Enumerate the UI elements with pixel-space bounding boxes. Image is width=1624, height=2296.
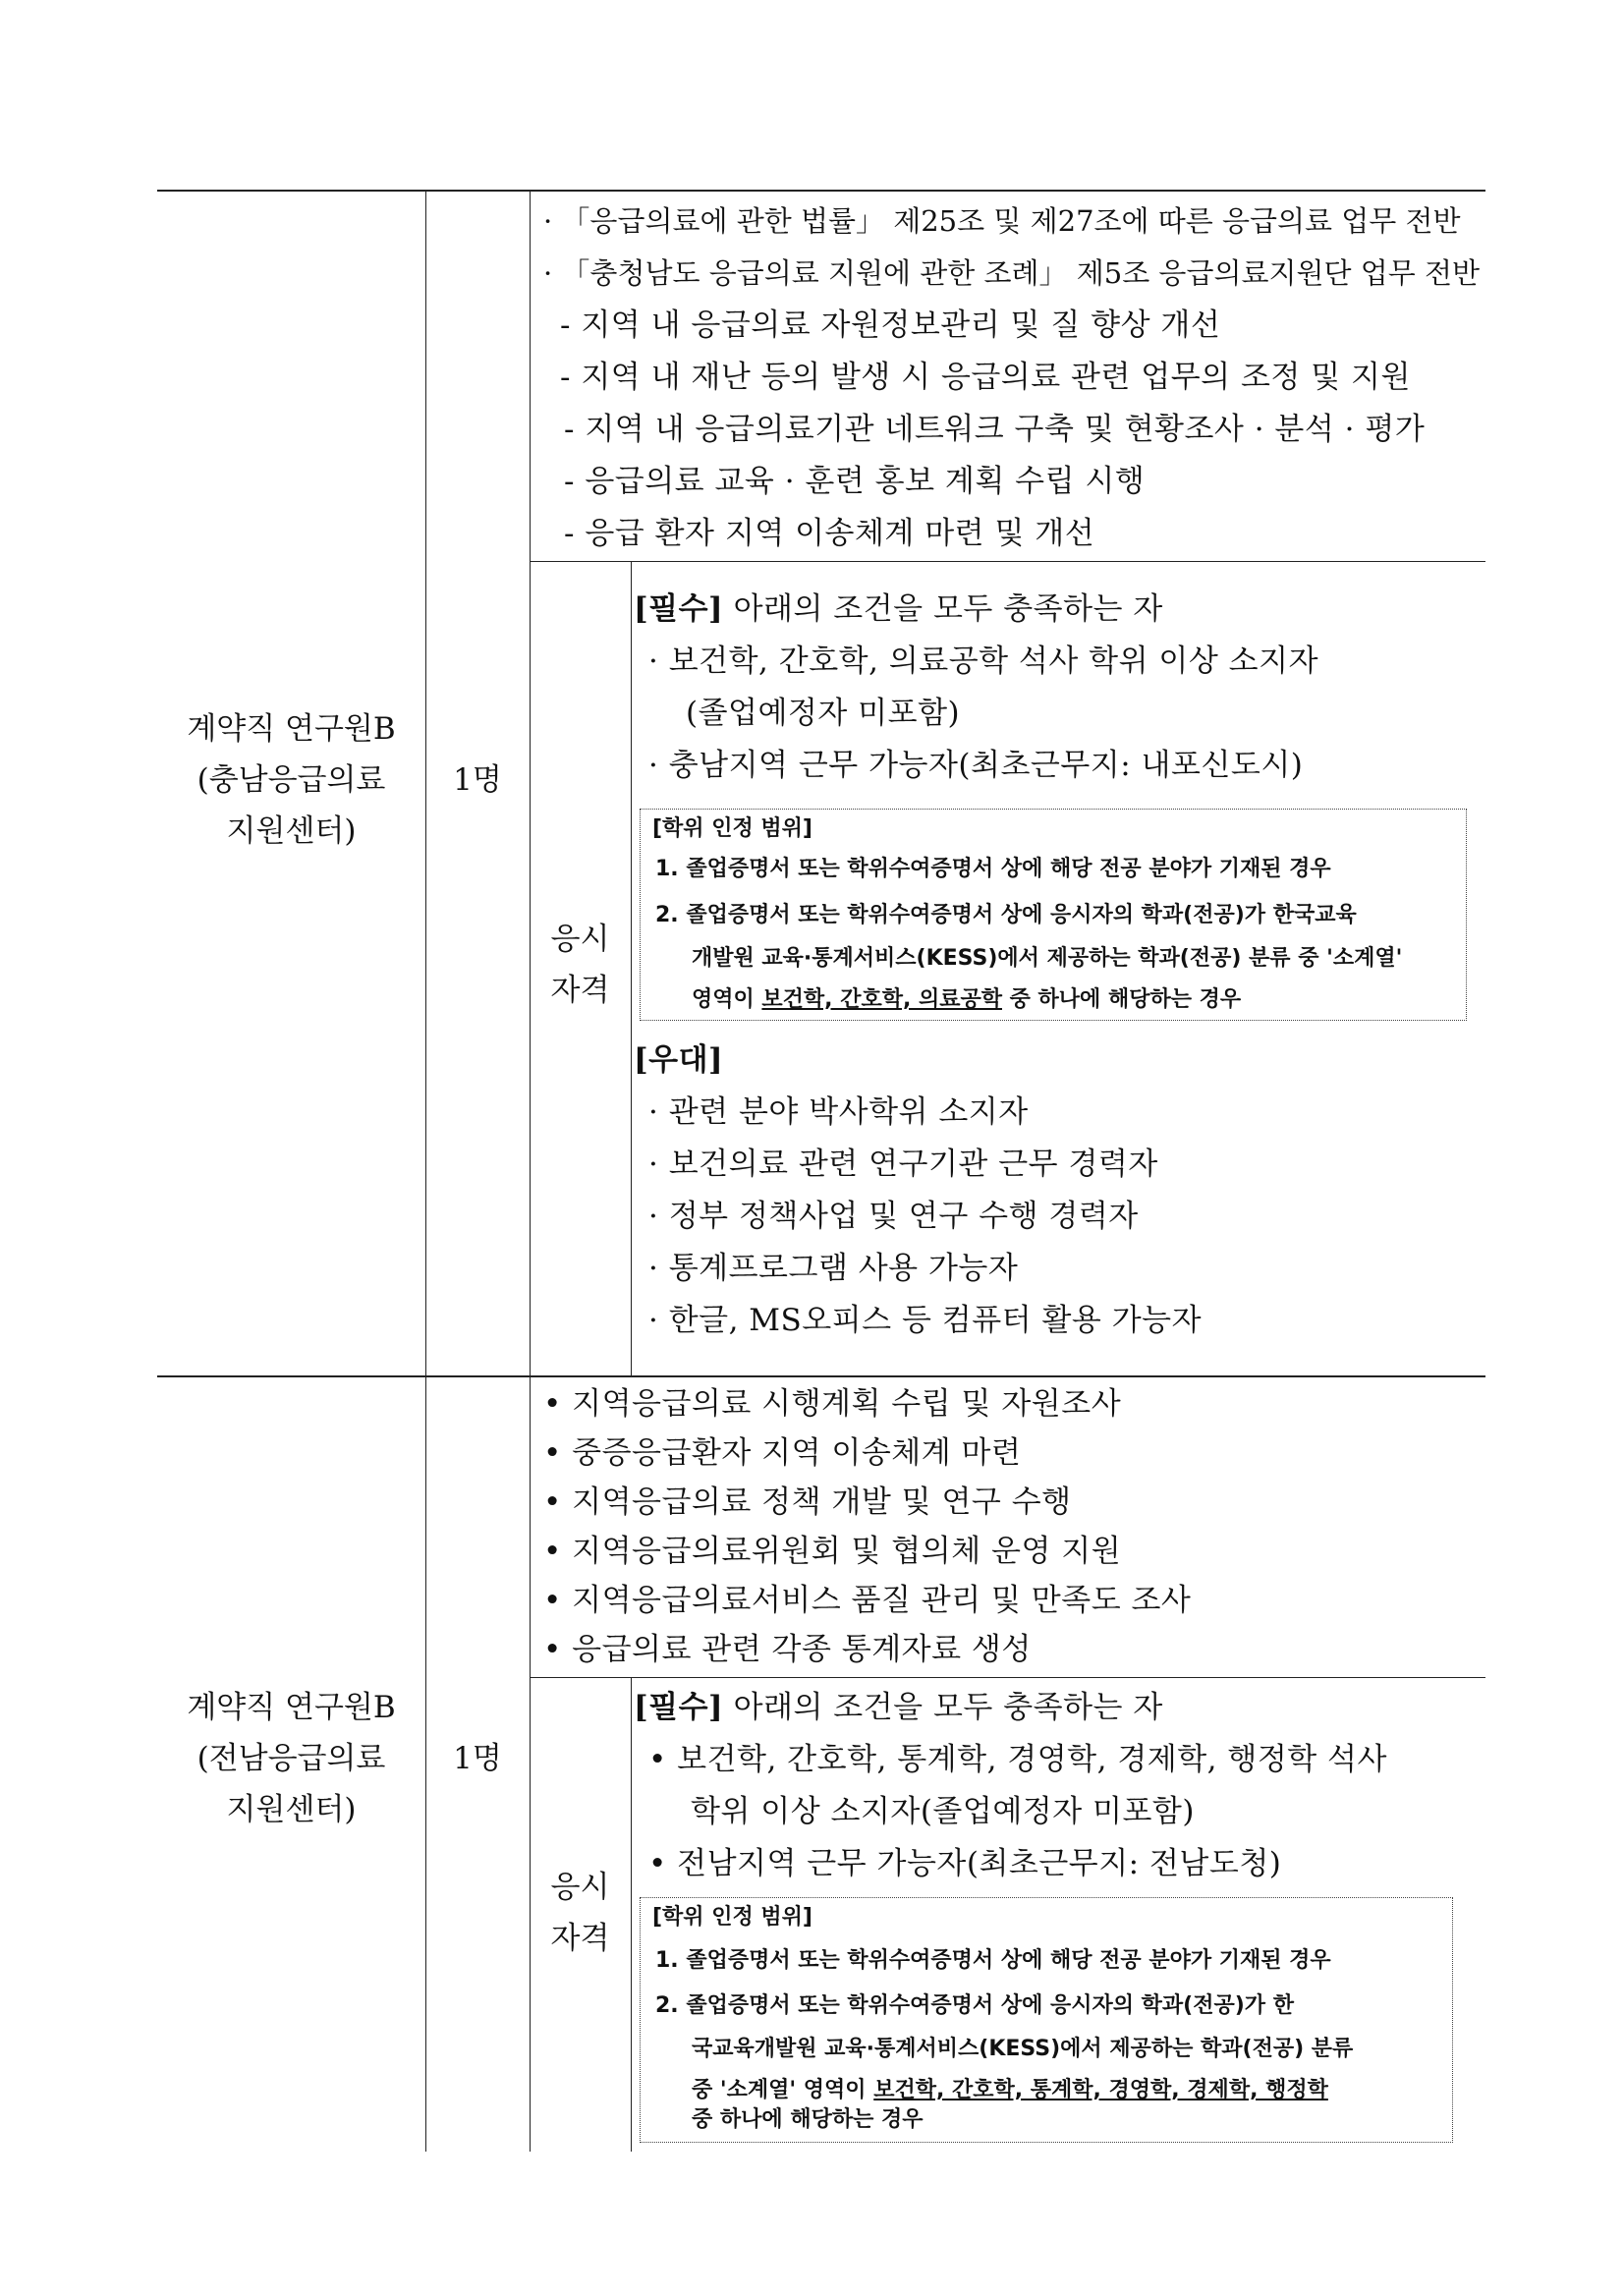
duty-line: · 「응급의료에 관한 법률」 제25조 및 제27조에 따른 응급의료 업무 전반: [543, 204, 1461, 238]
qual-label-top: 응시: [550, 922, 610, 957]
preferred-item: · 통계프로그램 사용 가능자: [648, 1251, 1019, 1286]
table-top-border: [157, 190, 1485, 192]
section-divider: [157, 1375, 1485, 1377]
duty-line: • 중증응급환자 지역 이송체계 마련: [543, 1435, 1022, 1471]
degree-box-line: 중 하나에 해당하는 경우: [692, 2107, 924, 2132]
duty-line: • 지역응급의료 정책 개발 및 연구 수행: [543, 1484, 1072, 1520]
degree-box-line: 2. 졸업증명서 또는 학위수여증명서 상에 응시자의 학과(전공)가 한국교육: [655, 903, 1357, 927]
required-heading: [634, 584, 1163, 635]
duties-divider-2: [530, 1677, 1485, 1678]
required-item: • 보건학, 간호학, 통계학, 경영학, 경제학, 행정학 석사: [648, 1742, 1387, 1777]
duty-line: - 응급 환자 지역 이송체계 마련 및 개선: [564, 516, 1095, 551]
qual-label-top: 응시: [550, 1870, 610, 1905]
degree-box-line: 국교육개발원 교육·통계서비스(KESS)에서 제공하는 학과(전공) 분류: [692, 2037, 1354, 2061]
position-title: 계약직 연구원B: [187, 711, 396, 747]
count-cell-1: 1명: [453, 762, 502, 798]
col-divider-qual-label-2: [631, 1677, 632, 2152]
degree-box-title: [학위 인정 범위]: [652, 816, 812, 841]
degree-box-underlined: 보건학, 간호학, 통계학, 경영학, 경제학, 행정학: [873, 2078, 1328, 2102]
duties-divider-1: [530, 561, 1485, 562]
duty-line: - 지역 내 재난 등의 발생 시 응급의료 관련 업무의 조정 및 지원: [560, 360, 1411, 395]
required-tag: [필수]: [634, 591, 724, 627]
preferred-heading: [우대]: [634, 1042, 724, 1078]
duty-line: - 지역 내 응급의료기관 네트워크 구축 및 현황조사 · 분석 · 평가: [564, 412, 1426, 447]
required-tag: [필수]: [634, 1690, 724, 1725]
position-title: 계약직 연구원B: [187, 1690, 396, 1725]
qual-label-bottom: 자격: [550, 973, 610, 1008]
required-intro: 아래의 조건을 모두 충족하는 자: [723, 591, 1163, 627]
required-item-cont: (졸업예정자 미포함): [686, 696, 961, 731]
degree-box-line: 1. 졸업증명서 또는 학위수여증명서 상에 해당 전공 분야가 기재된 경우: [655, 857, 1331, 881]
col-divider-count: [530, 190, 531, 2152]
position-center: (충남응급의료: [196, 762, 386, 798]
required-item: · 충남지역 근무 가능자(최초근무지: 내포신도시): [648, 748, 1304, 783]
degree-box-text: 중 '소계열' 영역이: [692, 2078, 874, 2102]
required-item: · 보건학, 간호학, 의료공학 석사 학위 이상 소지자: [648, 644, 1319, 679]
required-item-cont: 학위 이상 소지자(졸업예정자 미포함): [691, 1794, 1195, 1829]
position-center-suffix: 지원센터): [226, 1792, 357, 1827]
degree-box-underlined: 보건학, 간호학, 의료공학: [761, 987, 1002, 1012]
preferred-item: · 한글, MS오피스 등 컴퓨터 활용 가능자: [648, 1303, 1203, 1338]
duty-line: • 지역응급의료 시행계획 수립 및 자원조사: [543, 1386, 1122, 1422]
position-center-suffix: 지원센터): [226, 813, 357, 849]
required-intro: 아래의 조건을 모두 충족하는 자: [723, 1690, 1163, 1725]
degree-box-line: 1. 졸업증명서 또는 학위수여증명서 상에 해당 전공 분야가 기재된 경우: [655, 1948, 1331, 1973]
duty-line: • 응급의료 관련 각종 통계자료 생성: [543, 1632, 1032, 1667]
qual-label-1: [530, 914, 631, 1016]
degree-box-line: 개발원 교육·통계서비스(KESS)에서 제공하는 학과(전공) 분류 중 '소계열': [692, 946, 1403, 971]
duty-line: • 지역응급의료서비스 품질 관리 및 만족도 조사: [543, 1583, 1192, 1618]
position-center: (전남응급의료: [196, 1741, 386, 1776]
preferred-item: · 관련 분야 박사학위 소지자: [648, 1094, 1029, 1130]
col-divider-qual-label-1: [631, 561, 632, 1375]
required-heading: [634, 1682, 1163, 1733]
col-divider-position: [425, 190, 426, 2152]
duty-line: - 응급의료 교육 · 훈련 홍보 계획 수립 시행: [564, 464, 1146, 499]
duty-line: - 지역 내 응급의료 자원정보관리 및 질 향상 개선: [560, 308, 1221, 343]
degree-box-title: [학위 인정 범위]: [652, 1905, 812, 1930]
position-cell-2: [157, 1682, 425, 1835]
count-cell-2: 1명: [453, 1741, 502, 1776]
preferred-item: · 정부 정책사업 및 연구 수행 경력자: [648, 1199, 1139, 1234]
preferred-item: · 보건의료 관련 연구기관 근무 경력자: [648, 1147, 1158, 1182]
degree-box-line: 2. 졸업증명서 또는 학위수여증명서 상에 응시자의 학과(전공)가 한: [655, 1993, 1294, 2018]
degree-box-text: 영역이: [692, 987, 762, 1012]
degree-box-text: 중 하나에 해당하는 경우: [1001, 987, 1242, 1012]
degree-box-line: [692, 982, 1241, 1018]
duty-line: • 지역응급의료위원회 및 협의체 운영 지원: [543, 1534, 1122, 1569]
qual-label-bottom: 자격: [550, 1921, 610, 1956]
position-cell-1: [157, 703, 425, 857]
qual-label-2: [530, 1862, 631, 1964]
duty-line: · 「충청남도 응급의료 지원에 관한 조례」 제5조 응급의료지원단 업무 전반: [543, 256, 1481, 290]
required-item: • 전남지역 근무 가능자(최초근무지: 전남도청): [648, 1846, 1282, 1881]
